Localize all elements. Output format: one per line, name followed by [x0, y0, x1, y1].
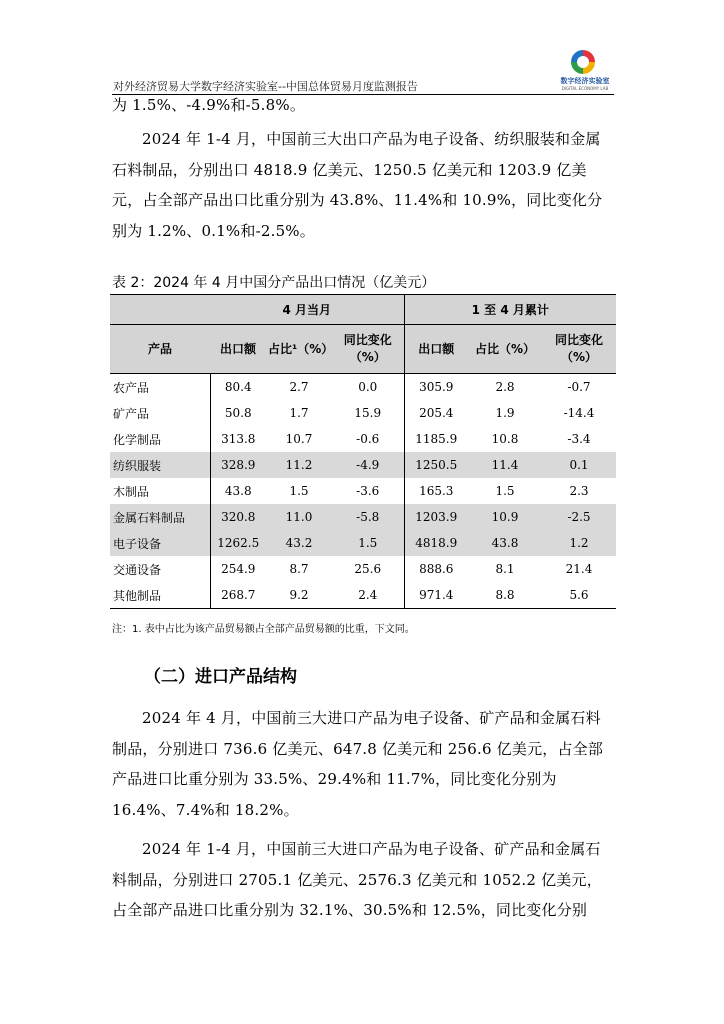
cell-ytd-share: 8.1 — [495, 562, 515, 576]
column-header-month-export: 出口额 — [210, 325, 266, 374]
paragraph-import-ytd: 2024 年 1-4 月，中国前三大进口产品为电子设备、矿产品和金属石料制品，分别进口 2705.1 亿美元、2576.3 亿美元和 1052.2 亿美元，占全部产品进口比重分别为 32.1%、30.5%和 12.5%，同比变化分别 — [112, 840, 602, 919]
logo-subtext: DIGITAL ECONOMY LAB — [561, 86, 609, 91]
paragraph-export-ytd: 2024 年 1-4 月，中国前三大出口产品为电子设备、纺织服装和金属石料制品，分别出口 4818.9 亿美元、1250.5 亿美元和 1203.9 亿美元，占全部产品出口比重分别为 43.8%、11.4%和 10.9%，同比变化分别为 1.2%、0.1%和-2.5%。 — [112, 130, 603, 240]
cell-ytd-share: 1.5 — [495, 484, 515, 498]
group-header-ytd: 1 至 4 月累计 — [404, 295, 616, 325]
cell-product: 金属石料制品 — [110, 504, 210, 530]
table-corner-cell — [110, 295, 210, 325]
cell-product: 化学制品 — [113, 432, 162, 447]
column-header-ytd-export: 出口额 — [404, 325, 468, 374]
cell-ytd-share: 1.9 — [495, 406, 515, 420]
table-row — [110, 374, 616, 401]
cell-month-export: 320.8 — [210, 504, 266, 530]
cell-ytd-yoy: 21.4 — [565, 562, 593, 576]
table-group-header-row — [110, 295, 616, 325]
cell-month-share: 11.0 — [266, 504, 332, 530]
cell-ytd-export: 888.6 — [404, 556, 468, 582]
cell-ytd-share: 8.8 — [468, 582, 542, 609]
cell-month-yoy: 1.5 — [332, 530, 404, 556]
cell-month-yoy: 25.6 — [354, 562, 382, 576]
column-header-product: 产品 — [110, 325, 210, 374]
cell-month-yoy: 15.9 — [354, 406, 382, 420]
column-header-ytd-share: 占比（%） — [468, 325, 542, 374]
cell-ytd-yoy: -14.4 — [563, 406, 595, 420]
table-row — [110, 400, 616, 426]
cell-ytd-export: 305.9 — [404, 374, 468, 401]
page-header-title: 对外经济贸易大学数字经济实验室--中国总体贸易月度监测报告 — [113, 80, 418, 93]
cell-month-export: 268.7 — [210, 582, 266, 609]
cell-month-share: 2.7 — [289, 380, 309, 394]
cell-ytd-share: 11.4 — [468, 452, 542, 478]
table-footnote: 注：1. 表中占比为该产品贸易额占全部产品贸易额的比重，下文同。 — [112, 624, 415, 635]
cell-month-yoy: 2.4 — [332, 582, 404, 609]
cell-month-share: 8.7 — [289, 562, 309, 576]
table-row — [110, 504, 616, 530]
cell-ytd-yoy: -2.5 — [542, 504, 616, 530]
cell-month-yoy: -3.6 — [356, 484, 380, 498]
paragraph-import-month: 2024 年 4 月，中国前三大进口产品为电子设备、矿产品和金属石料制品，分别进口 736.6 亿美元、647.8 亿美元和 256.6 亿美元，占全部产品进口比重分别为 33.5%、29.4%和 11.7%，同比变化分别为 16.4%、7.4%和 18.2%。 — [112, 709, 604, 819]
cell-month-share: 10.7 — [285, 432, 313, 446]
cell-ytd-yoy: 0.1 — [542, 452, 616, 478]
table-row — [110, 426, 616, 452]
cell-product: 其他制品 — [110, 582, 210, 609]
cell-product: 纺织服装 — [110, 452, 210, 478]
cell-ytd-export: 165.3 — [404, 478, 468, 504]
cell-month-export: 43.8 — [210, 478, 266, 504]
lab-logo — [555, 48, 615, 94]
column-header-month-share: 占比¹（%） — [266, 325, 332, 374]
cell-ytd-share: 43.8 — [468, 530, 542, 556]
cell-month-export: 254.9 — [210, 556, 266, 582]
cell-month-share: 1.5 — [289, 484, 309, 498]
cell-month-export: 80.4 — [210, 374, 266, 401]
cell-month-yoy: -4.9 — [332, 452, 404, 478]
cell-ytd-share: 10.8 — [491, 432, 519, 446]
cell-ytd-yoy: 1.2 — [542, 530, 616, 556]
table-caption: 表 2：2024 年 4 月中国分产品出口情况（亿美元） — [112, 275, 436, 291]
cell-month-yoy: 0.0 — [358, 380, 378, 394]
column-header-month-yoy: 同比变化（%） — [332, 325, 404, 374]
cell-month-share: 1.7 — [289, 406, 309, 420]
table-row — [110, 582, 616, 609]
cell-month-share: 43.2 — [266, 530, 332, 556]
cell-ytd-export: 4818.9 — [404, 530, 468, 556]
cell-product: 电子设备 — [110, 530, 210, 556]
table-row — [110, 452, 616, 478]
cell-ytd-yoy: 2.3 — [569, 484, 589, 498]
cell-month-yoy: -5.8 — [332, 504, 404, 530]
logo-globe-icon — [571, 50, 595, 74]
cell-month-yoy: -0.6 — [356, 432, 380, 446]
cell-ytd-yoy: 5.6 — [542, 582, 616, 609]
logo-text: 数字经济实验室 — [560, 77, 610, 85]
cell-month-export: 50.8 — [210, 400, 266, 426]
cell-month-export: 313.8 — [210, 426, 266, 452]
cell-ytd-share: 10.9 — [468, 504, 542, 530]
cell-ytd-export: 1250.5 — [404, 452, 468, 478]
section-heading: （二）进口产品结构 — [144, 667, 297, 687]
cell-month-export: 1262.5 — [210, 530, 266, 556]
cell-ytd-yoy: -3.4 — [567, 432, 591, 446]
cell-ytd-share: 2.8 — [495, 380, 515, 394]
cell-ytd-export: 1203.9 — [404, 504, 468, 530]
cell-month-share: 9.2 — [266, 582, 332, 609]
cell-product: 交通设备 — [113, 562, 162, 577]
cell-product: 木制品 — [113, 484, 150, 499]
cell-month-export: 328.9 — [210, 452, 266, 478]
paragraph-continued: 为 1.5%、-4.9%和-5.8%。 — [112, 96, 306, 114]
cell-product: 农产品 — [113, 380, 150, 395]
cell-ytd-yoy: -0.7 — [567, 380, 591, 394]
table-row — [110, 556, 616, 582]
cell-ytd-export: 1185.9 — [404, 426, 468, 452]
table-row — [110, 530, 616, 556]
cell-month-share: 11.2 — [266, 452, 332, 478]
export-by-product-table — [110, 294, 616, 609]
cell-ytd-export: 205.4 — [404, 400, 468, 426]
table-row — [110, 478, 616, 504]
cell-ytd-export: 971.4 — [404, 582, 468, 609]
column-header-ytd-yoy: 同比变化（%） — [542, 325, 616, 374]
cell-product: 矿产品 — [113, 406, 150, 421]
table-column-header-row — [110, 325, 616, 374]
group-header-month: 4 月当月 — [210, 295, 404, 325]
